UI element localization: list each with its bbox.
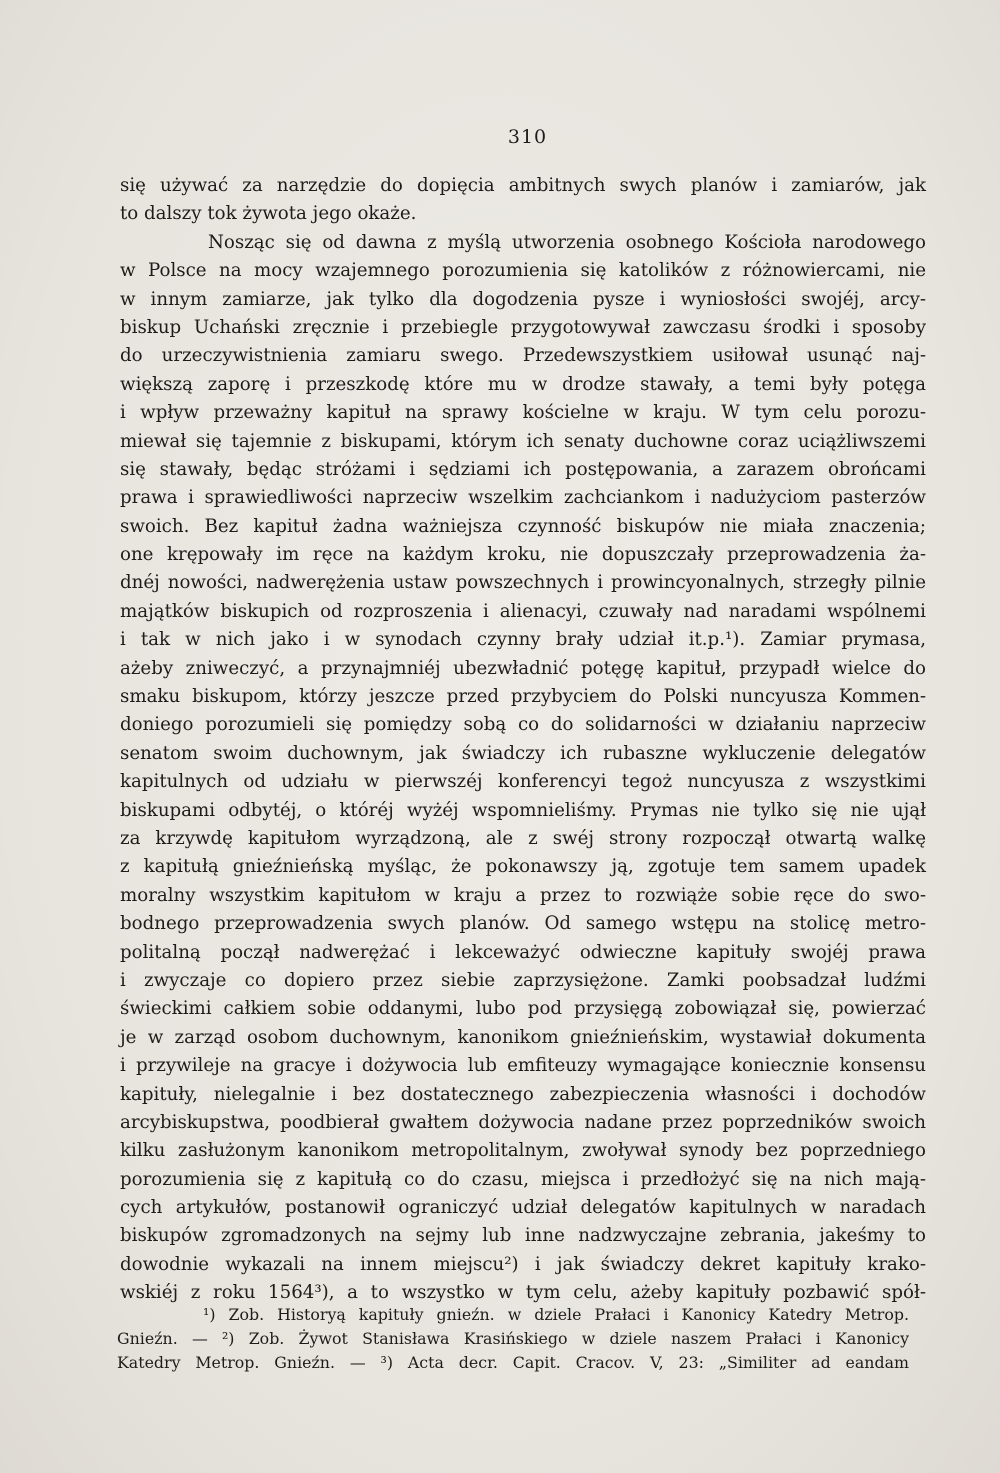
text-line: większą zaporę i przeszkodę które mu w drodze stawały, a temi były potęga bbox=[120, 373, 926, 395]
text-line: senatom swoim duchownym, jak świadczy ich rubaszne wykluczenie delegatów bbox=[120, 742, 926, 764]
text-line: i tak w nich jako i w synodach czynny brały udział it.p.¹). Zamiar prymasa, bbox=[120, 629, 926, 651]
text-line: biskupami odbytéj, o któréj wyżéj wspomnieliśmy. Prymas nie tylko się nie ujął bbox=[120, 799, 926, 821]
text-line: do urzeczywistnienia zamiaru swego. Przedewszystkiem usiłował usunąć naj- bbox=[120, 345, 926, 367]
text-line: kilku zasłużonym kanonikom metropolitalnym, zwoływał synody bez poprzedniego bbox=[120, 1140, 926, 1162]
text-line: je w zarząd osobom duchownym, kanonikom gnieźnieńskim, wystawiał dokumenta bbox=[120, 1026, 926, 1048]
text-line: za krzywdę kapitułom wyrządzoną, ale z swéj strony rozpoczął otwartą walkę bbox=[120, 827, 926, 849]
text-line: cych artykułów, postanowił ograniczyć udział delegatów kapitulnych w naradach bbox=[120, 1197, 926, 1219]
text-line: smaku biskupom, którzy jeszcze przed przybyciem do Polski nuncyusza Kommen- bbox=[120, 686, 926, 708]
text-line: dowodnie wykazali na innem miejscu²) i jak świadczy dekret kapituły krako- bbox=[120, 1253, 926, 1275]
text-line: się używać za narzędzie do dopięcia ambitnych swych planów i zamiarów, jak bbox=[120, 175, 926, 196]
text-line: swoich. Bez kapituł żadna ważniejsza czynność biskupów nie miała znaczenia; bbox=[120, 515, 926, 537]
text-line: one krępowały im ręce na każdym kroku, nie dopuszczały przeprowadzenia ża- bbox=[120, 544, 926, 566]
footnote-line: Katedry Metrop. Gnieźn. — ³) Acta decr. Capit. Cracov. V, 23: „Similiter ad eandam bbox=[117, 1353, 909, 1372]
text-line: dnéj nowości, nadwerężenia ustaw powszechnych i prowincyonalnych, strzegły pilnie bbox=[120, 572, 926, 594]
footnotes bbox=[117, 1303, 909, 1375]
text-line: doniego porozumieli się pomiędzy sobą co do solidarności w działaniu naprzeciw bbox=[120, 714, 926, 736]
text-line: Nosząc się od dawna z myślą utworzenia osobnego Kościoła narodowego bbox=[208, 231, 926, 253]
text-line: ażeby zniweczyć, a przynajmniéj ubezwładnić potęgę kapituł, przypadł wielce do bbox=[120, 657, 926, 679]
text-line: biskup Uchański zręcznie i przebiegle przygotowywał zawczasu środki i sposoby bbox=[120, 316, 926, 338]
text-line: i zwyczaje co dopiero przez siebie zaprzysiężone. Zamki poobsadzał ludźmi bbox=[120, 969, 926, 991]
body-text bbox=[120, 172, 926, 1308]
text-line: moralny wszystkim kapitułom w kraju a przez to rozwiąże sobie ręce do swo- bbox=[120, 884, 926, 906]
text-line: się stawały, będąc stróżami i sędziami ich postępowania, a zarazem obrońcami bbox=[120, 458, 926, 480]
text-line: majątków biskupich od rozproszenia i alienacyi, czuwały nad naradami wspólnemi bbox=[120, 600, 926, 622]
text-line: arcybiskupstwa, poodbierał gwałtem dożywocia nadane przez poprzedników swoich bbox=[120, 1111, 926, 1133]
text-line: politalną począł nadwerężać i lekceważyć odwieczne kapituły swojéj prawa bbox=[120, 941, 926, 963]
text-line: w innym zamiarze, jak tylko dla dogodzenia pysze i wyniosłości swojéj, arcy- bbox=[120, 288, 926, 310]
text-line: bodnego przeprowadzenia swych planów. Od samego wstępu na stolicę metro- bbox=[120, 913, 926, 935]
text-line: i wpływ przeważny kapituł na sprawy kościelne w kraju. W tym celu porozu- bbox=[120, 402, 926, 424]
text-line: to dalszy tok żywota jego okaże. bbox=[120, 203, 417, 225]
text-line: kapituły, nielegalnie i bez dostatecznego zabezpieczenia własności i dochodów bbox=[120, 1083, 926, 1105]
text-line: porozumienia się z kapitułą co do czasu, miejsca i przedłożyć się na nich mają- bbox=[120, 1168, 926, 1190]
text-line: kapitulnych od udziału w pierwszéj konferencyi tegoż nuncyusza z wszystkimi bbox=[120, 771, 926, 793]
text-line: prawa i sprawiedliwości naprzeciw wszelkim zachciankom i nadużyciom pasterzów bbox=[120, 487, 926, 509]
text-line: biskupów zgromadzonych na sejmy lub inne nadzwyczajne zebrania, jakeśmy to bbox=[120, 1225, 926, 1247]
footnote-line: ¹) Zob. Historyą kapituły gnieźn. w dziele Prałaci i Kanonicy Katedry Metrop. bbox=[203, 1305, 909, 1324]
text-line: wskiéj z roku 1564³), a to wszystko w tym celu, ażeby kapituły pozbawić spół- bbox=[120, 1282, 926, 1304]
text-line: w Polsce na mocy wzajemnego porozumienia się katolików z różnowiercami, nie bbox=[120, 260, 926, 282]
footnote-line: Gnieźn. — ²) Zob. Żywot Stanisława Krasińskiego w dziele naszem Prałaci i Kanonicy bbox=[117, 1329, 909, 1348]
text-line: świeckimi całkiem sobie oddanymi, lubo pod przysięgą zobowiązał się, powierzać bbox=[120, 998, 926, 1020]
text-line: i przywileje na gracye i dożywocia lub emfiteuzy wymagające koniecznie konsensu bbox=[120, 1055, 926, 1077]
text-line: miewał się tajemnie z biskupami, którym ich senaty duchowne coraz uciążliwszemi bbox=[120, 430, 926, 452]
text-line: z kapitułą gnieźnieńską myśląc, że pokonawszy ją, zgotuje tem samem upadek bbox=[120, 856, 926, 878]
page-number: 310 bbox=[507, 126, 548, 148]
